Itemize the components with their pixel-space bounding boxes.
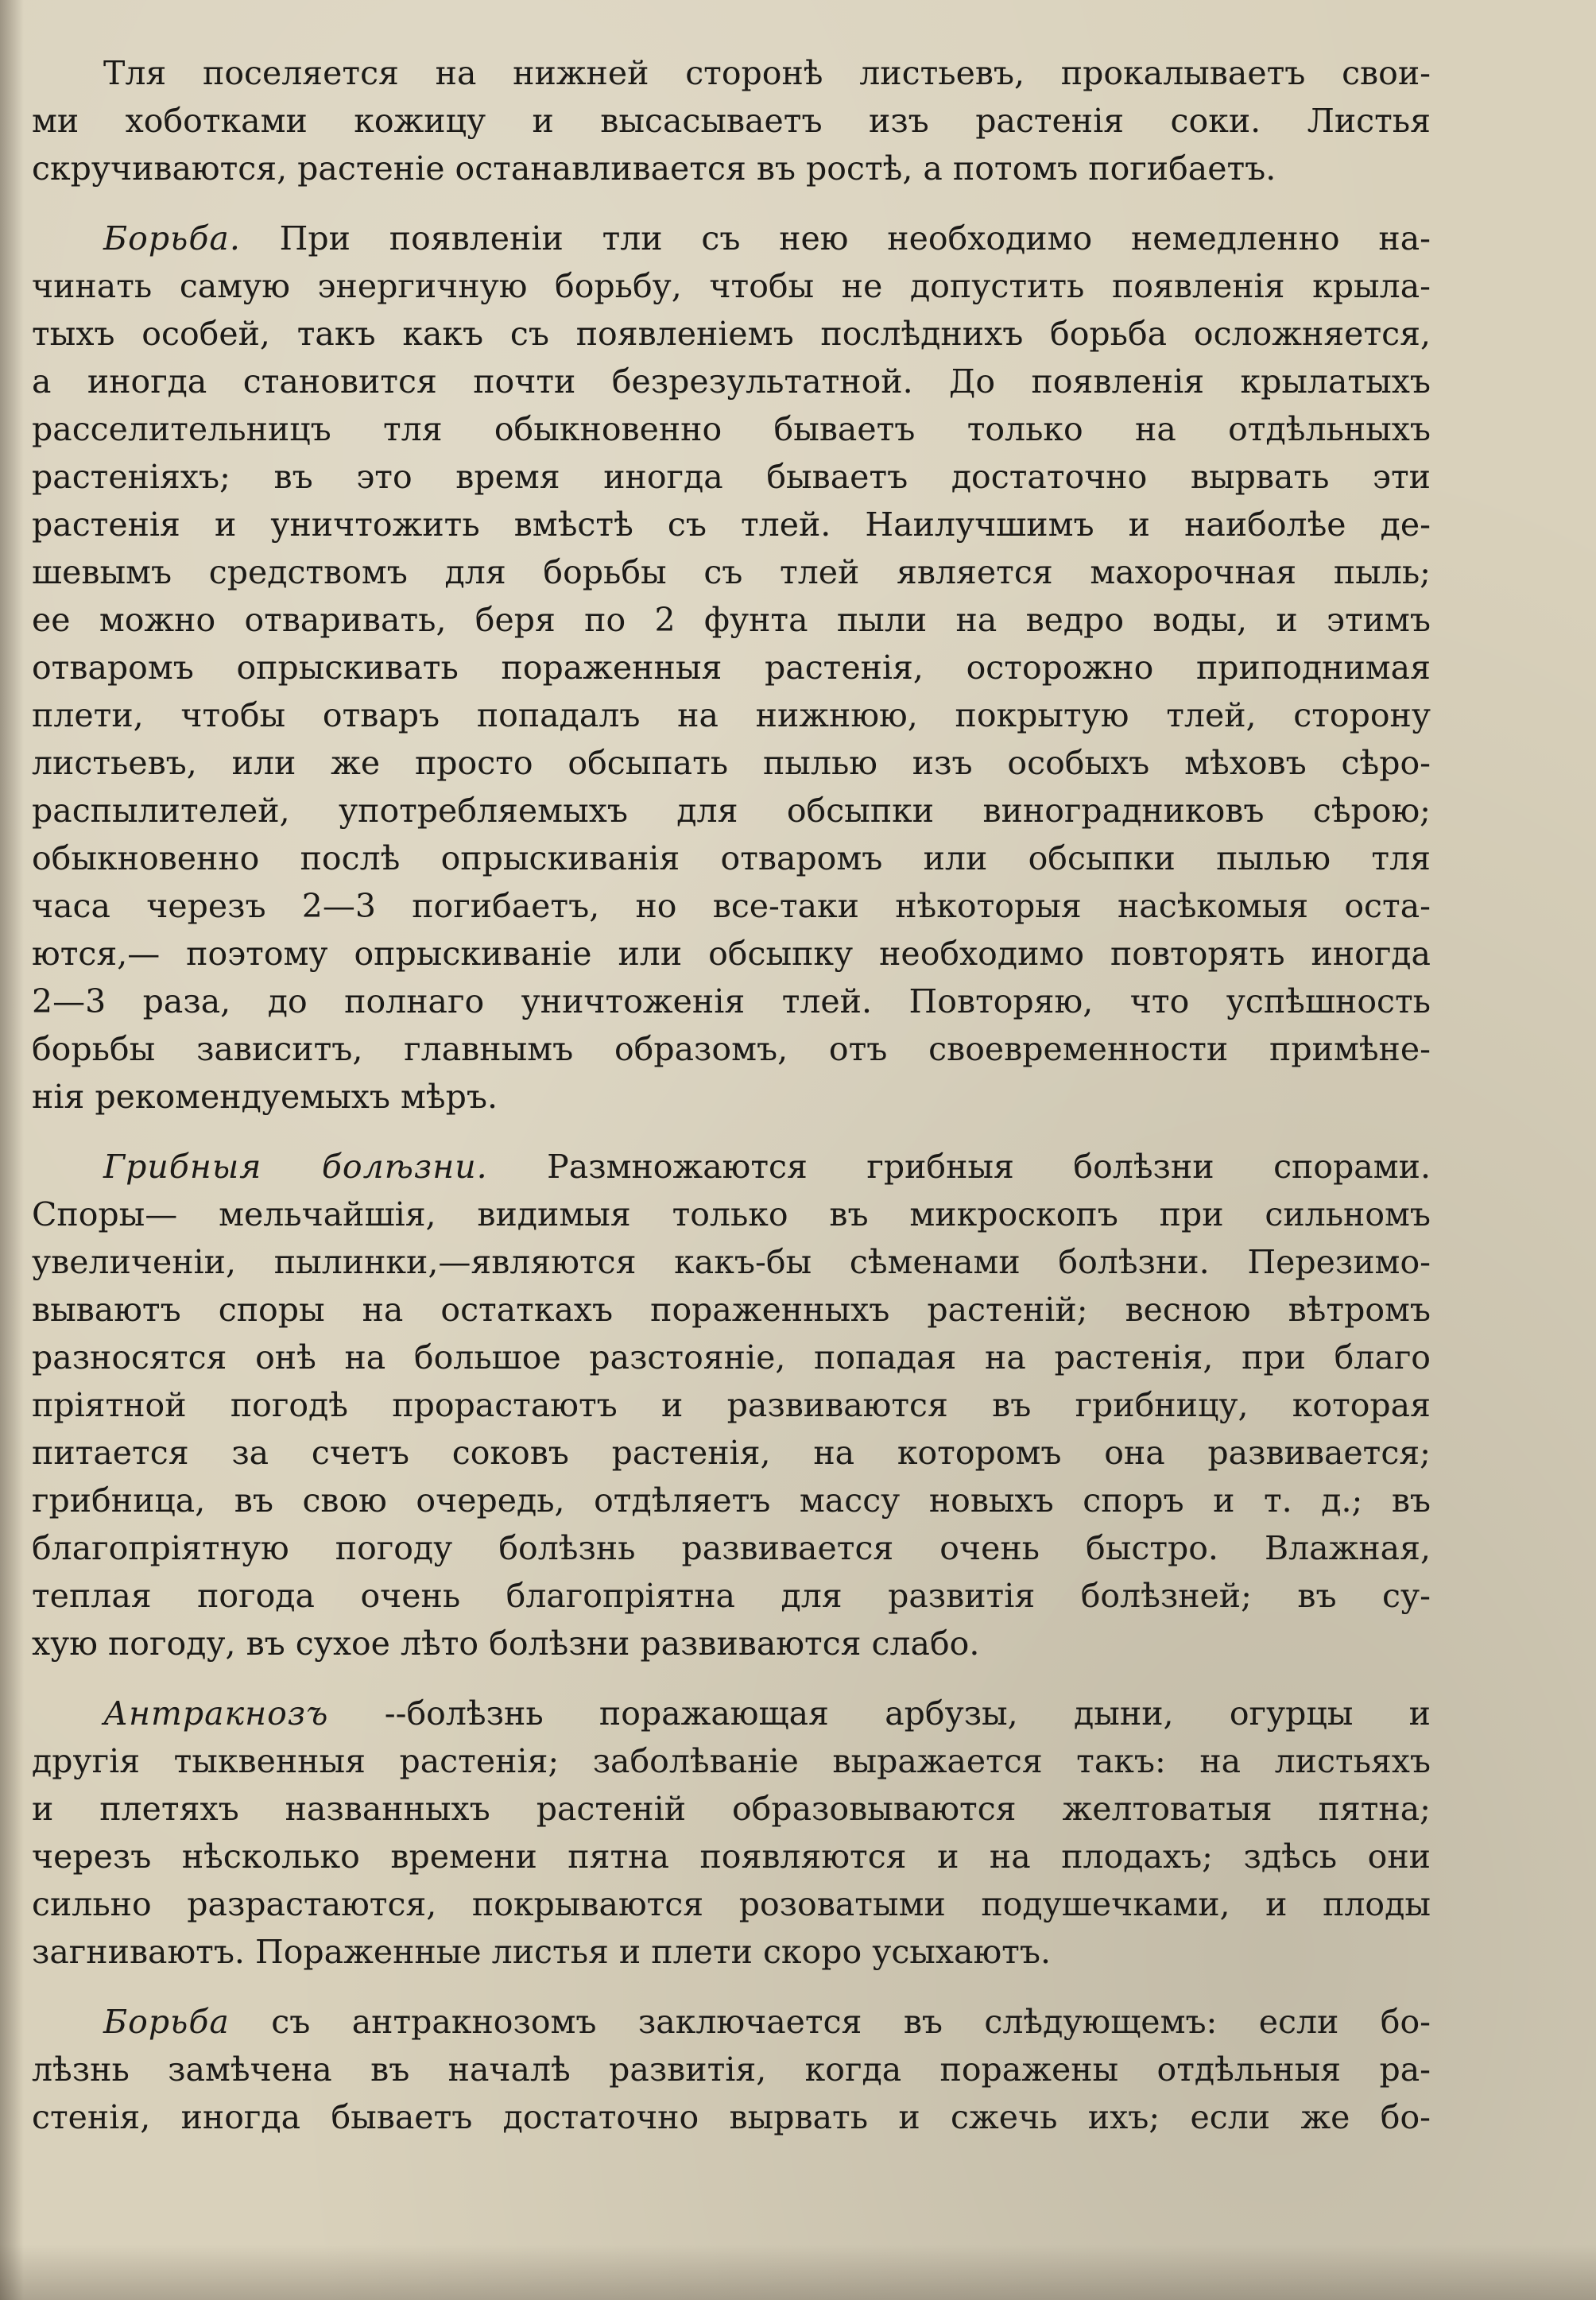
section-heading: Антракнозъ [103, 1694, 329, 1733]
text-line: листьевъ, или же просто обсыпать пылью изъ особыхъ мѣховъ сѣро- [32, 744, 1431, 782]
text-line: хую погоду, въ сухое лѣто болѣзни развиваются слабо. [32, 1624, 980, 1663]
text-line-rest: --болѣзнь поражающая арбузы, дыни, огурцы и [328, 1694, 1431, 1733]
text-line: стенія, иногда бываетъ достаточно вырвать и сжечь ихъ; если же бо- [32, 2098, 1431, 2136]
text-line: шевымъ средствомъ для борьбы съ тлей является махорочная пыль; [32, 553, 1431, 591]
text-line: черезъ нѣсколько времени пятна появляются и на плодахъ; здѣсь они [32, 1837, 1431, 1876]
paragraph-anthracnose [32, 1690, 1431, 1976]
text-body [32, 49, 1431, 2141]
text-line-rest: Размножаются грибныя болѣзни спорами. [487, 1148, 1431, 1186]
text-line: расселительницъ тля обыкновенно бываетъ только на отдѣльныхъ [32, 410, 1431, 448]
text-line: обыкновенно послѣ опрыскиванія отваромъ или обсыпки пылью тля [32, 839, 1431, 877]
text-line: а иногда становится почти безрезультатной. До появленія крылатыхъ [32, 362, 1431, 401]
paragraph-aphid-description [32, 49, 1431, 192]
text-line [32, 215, 1431, 262]
text-line: растеніяхъ; въ это время иногда бываетъ достаточно вырвать эти [32, 458, 1431, 496]
text-line: Тля поселяется на нижней сторонѣ листьевъ, прокалываетъ свои- [103, 54, 1431, 92]
paragraph-anthracnose-control [32, 1998, 1431, 2141]
text-line [32, 1998, 1431, 2046]
section-heading: Грибныя болѣзни. [103, 1148, 488, 1186]
text-line: плети, чтобы отваръ попадалъ на нижнюю, покрытую тлей, сторону [32, 696, 1431, 734]
text-line: другія тыквенныя растенія; заболѣваніе выражается такъ: на листьяхъ [32, 1742, 1431, 1780]
text-line: распылителей, употребляемыхъ для обсыпки виноградниковъ сѣрою; [32, 792, 1431, 830]
text-line: пріятной погодѣ прорастаютъ и развиваются въ грибницу, которая [32, 1386, 1431, 1424]
text-line: загниваютъ. Пораженные листья и плети скоро усыхаютъ. [32, 1933, 1051, 1971]
text-line: Споры— мельчайшія, видимыя только въ микроскопъ при сильномъ [32, 1195, 1431, 1233]
text-line-rest: При появленіи тли съ нею необходимо немедленно на- [240, 219, 1431, 257]
section-heading: Борьба. [103, 219, 241, 257]
section-heading: Борьба [103, 2003, 230, 2041]
text-line: тыхъ особей, такъ какъ съ появленіемъ послѣднихъ борьба осложняется, [32, 315, 1431, 353]
text-line-rest: съ антракнозомъ заключается въ слѣдующемъ: если бо- [229, 2003, 1431, 2041]
paragraph-aphid-control [32, 215, 1431, 1121]
text-line: ются,— поэтому опрыскиваніе или обсыпку необходимо повторять иногда [32, 935, 1431, 973]
text-line: питается за счетъ соковъ растенія, на которомъ она развивается; [32, 1434, 1431, 1472]
text-line: борьбы зависитъ, главнымъ образомъ, отъ своевременности примѣне- [32, 1030, 1431, 1068]
page-edge-shadow [0, 0, 24, 2300]
text-line: разносятся онѣ на большое разстояніе, попадая на растенія, при благо [32, 1338, 1431, 1377]
text-line: 2—3 раза, до полнаго уничтоженія тлей. Повторяю, что успѣшность [32, 982, 1431, 1020]
text-line: отваромъ опрыскивать пораженныя растенія, осторожно приподнимая [32, 649, 1431, 687]
text-line: скручиваются, растеніе останавливается въ ростѣ, а потомъ погибаетъ. [32, 149, 1276, 188]
text-line: чинать самую энергичную борьбу, чтобы не допустить появленія крыла- [32, 267, 1431, 305]
text-line: лѣзнь замѣчена въ началѣ развитія, когда поражены отдѣльныя ра- [32, 2050, 1431, 2089]
text-line: грибница, въ свою очередь, отдѣляетъ массу новыхъ споръ и т. д.; въ [32, 1481, 1431, 1520]
text-line: ее можно отваривать, беря по 2 фунта пыли на ведро воды, и этимъ [32, 601, 1431, 639]
text-line: ми хоботками кожицу и высасываетъ изъ растенія соки. Листья [32, 102, 1431, 140]
paragraph-fungal-diseases [32, 1143, 1431, 1667]
text-line: благопріятную погоду болѣзнь развивается очень быстро. Влажная, [32, 1529, 1431, 1567]
text-line: теплая погода очень благопріятна для развитія болѣзней; въ су- [32, 1577, 1431, 1615]
text-line: растенія и уничтожить вмѣстѣ съ тлей. Наилучшимъ и наиболѣе де- [32, 505, 1431, 544]
text-line: нія рекомендуемыхъ мѣръ. [32, 1078, 498, 1116]
text-line: вываютъ споры на остаткахъ пораженныхъ растеній; весною вѣтромъ [32, 1291, 1431, 1329]
text-line: и плетяхъ названныхъ растеній образовываются желтоватыя пятна; [32, 1790, 1431, 1828]
text-line [32, 1143, 1431, 1191]
text-line: часа черезъ 2—3 погибаетъ, но все-таки нѣкоторыя насѣкомыя оста- [32, 887, 1431, 925]
page-bottom-shadow [0, 2244, 1596, 2300]
text-line: увеличеніи, пылинки,—являются какъ-бы сѣменами болѣзни. Перезимо- [32, 1243, 1431, 1281]
text-line: сильно разрастаются, покрываются розоватыми подушечками, и плоды [32, 1885, 1431, 1923]
text-line [32, 1690, 1431, 1737]
